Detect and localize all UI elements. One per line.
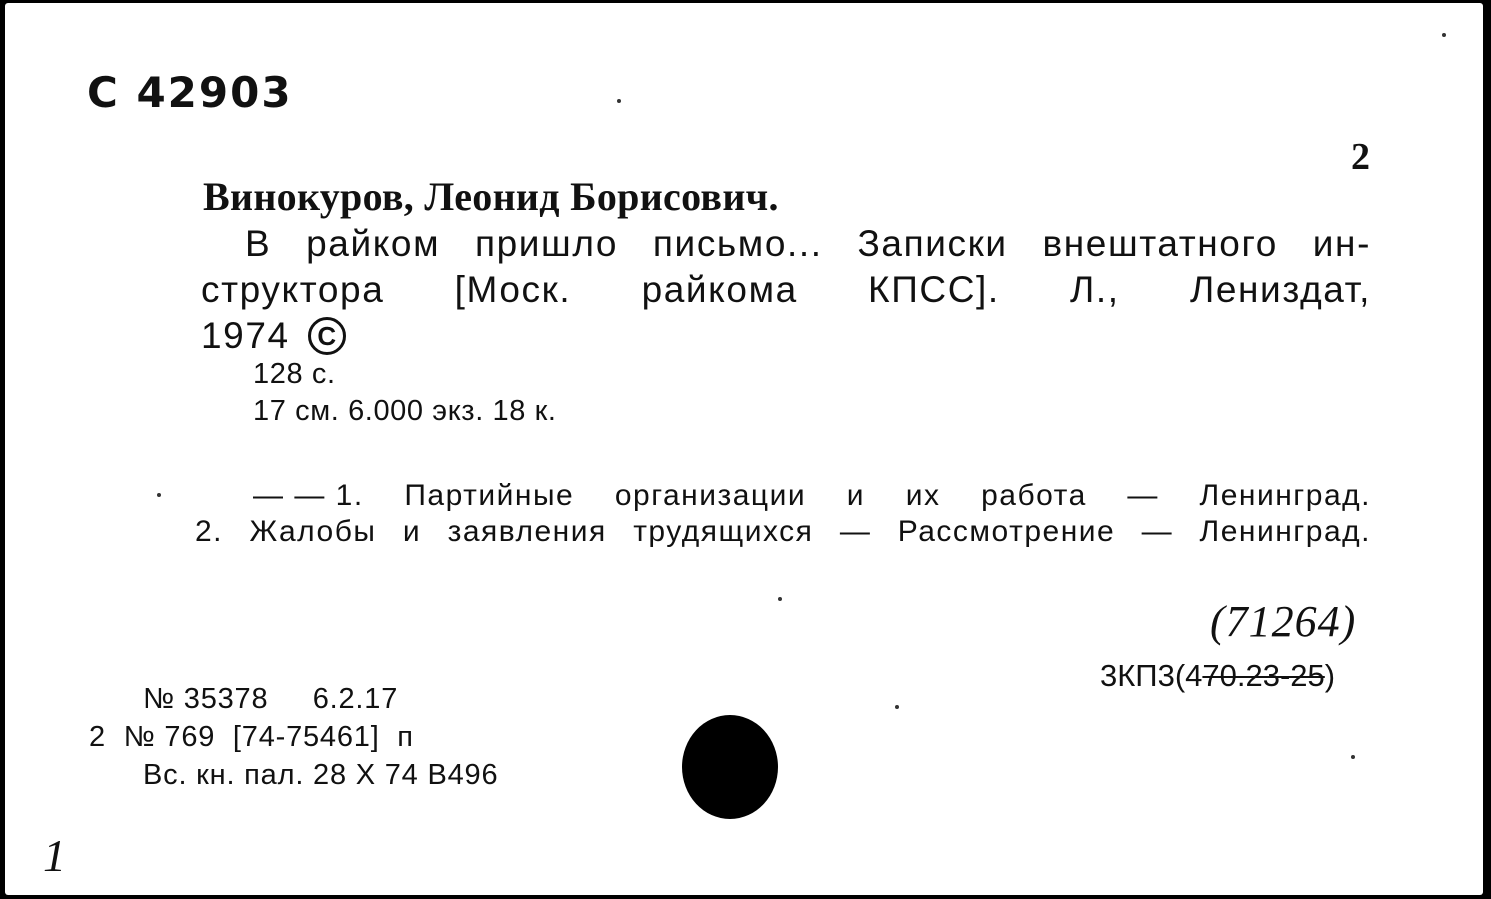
- collation-pages: 128 с.: [253, 358, 336, 390]
- classification-index: [1100, 658, 1335, 694]
- collation-size-run-price: 17 см. 6.000 экз. 18 к.: [253, 395, 557, 427]
- subject-tracings: [195, 478, 1371, 550]
- subject-word: —: [839, 515, 872, 548]
- title-statement: [201, 221, 1371, 359]
- title-word: пришло: [474, 223, 619, 264]
- speck: [1351, 755, 1355, 759]
- catalog-card: [5, 3, 1483, 895]
- speck: [778, 597, 782, 601]
- title-line-2: [201, 267, 1371, 313]
- subject-word: —: [1127, 479, 1159, 512]
- subject-word: работа: [981, 479, 1087, 512]
- title-line-3: [201, 313, 1371, 359]
- bib-line-1: № 35378 6.2.17: [143, 683, 399, 715]
- title-word: Записки: [857, 223, 1008, 264]
- subject-word: Жалобы: [249, 515, 377, 548]
- subject-word: Рассмотрение: [897, 515, 1116, 548]
- speck: [157, 493, 161, 497]
- subject-word: их: [905, 479, 941, 512]
- subject-word: Партийные: [404, 479, 575, 512]
- subject-word: 2.: [195, 515, 224, 548]
- title-word: В: [245, 223, 272, 264]
- subject-word: Ленинград.: [1199, 479, 1371, 512]
- subject-line-2: [195, 514, 1371, 550]
- index-prefix: 3КП3(4: [1100, 658, 1203, 693]
- speck: [1442, 33, 1446, 37]
- title-line-1: [201, 221, 1371, 267]
- copy-number: 2: [1351, 136, 1370, 178]
- subject-word: заявления: [447, 515, 607, 548]
- speck: [895, 705, 899, 709]
- title-word: внештатного: [1042, 223, 1278, 264]
- title-word: райкома: [641, 269, 798, 310]
- speck: [617, 99, 621, 103]
- publication-year: 1974: [201, 315, 290, 356]
- bib-line-3: Вс. кн. пал. 28 X 74 В496: [143, 759, 499, 791]
- subject-word: трудящихся: [633, 515, 814, 548]
- title-word: райком: [306, 223, 441, 264]
- title-word: [Моск.: [454, 269, 572, 310]
- subject-line-1: [195, 478, 1371, 514]
- bib-line-2: 2 № 769 [74-75461] п: [89, 721, 414, 753]
- title-word: письмо...: [652, 223, 823, 264]
- title-word: Л.,: [1070, 269, 1120, 310]
- punch-hole: [682, 715, 778, 819]
- title-word: КПСС].: [868, 269, 1000, 310]
- handwritten-code: (71264): [1210, 597, 1357, 646]
- index-struck: 70.23-25: [1202, 658, 1325, 693]
- title-word: Лениздат,: [1189, 269, 1371, 310]
- page-mark: 1: [43, 830, 66, 881]
- author-heading: Винокуров, Леонид Борисович.: [203, 174, 779, 219]
- copyright-icon: C: [308, 317, 346, 355]
- subject-word: — — 1.: [253, 479, 364, 512]
- title-word: структора: [201, 269, 385, 310]
- subject-word: —: [1141, 515, 1174, 548]
- subject-word: Ленинград.: [1199, 515, 1371, 548]
- subject-word: организации: [614, 479, 807, 512]
- subject-word: и: [402, 515, 422, 548]
- title-word: ин-: [1312, 223, 1371, 264]
- index-suffix: ): [1324, 658, 1336, 693]
- subject-word: и: [846, 479, 866, 512]
- call-number: С 42903: [87, 68, 293, 117]
